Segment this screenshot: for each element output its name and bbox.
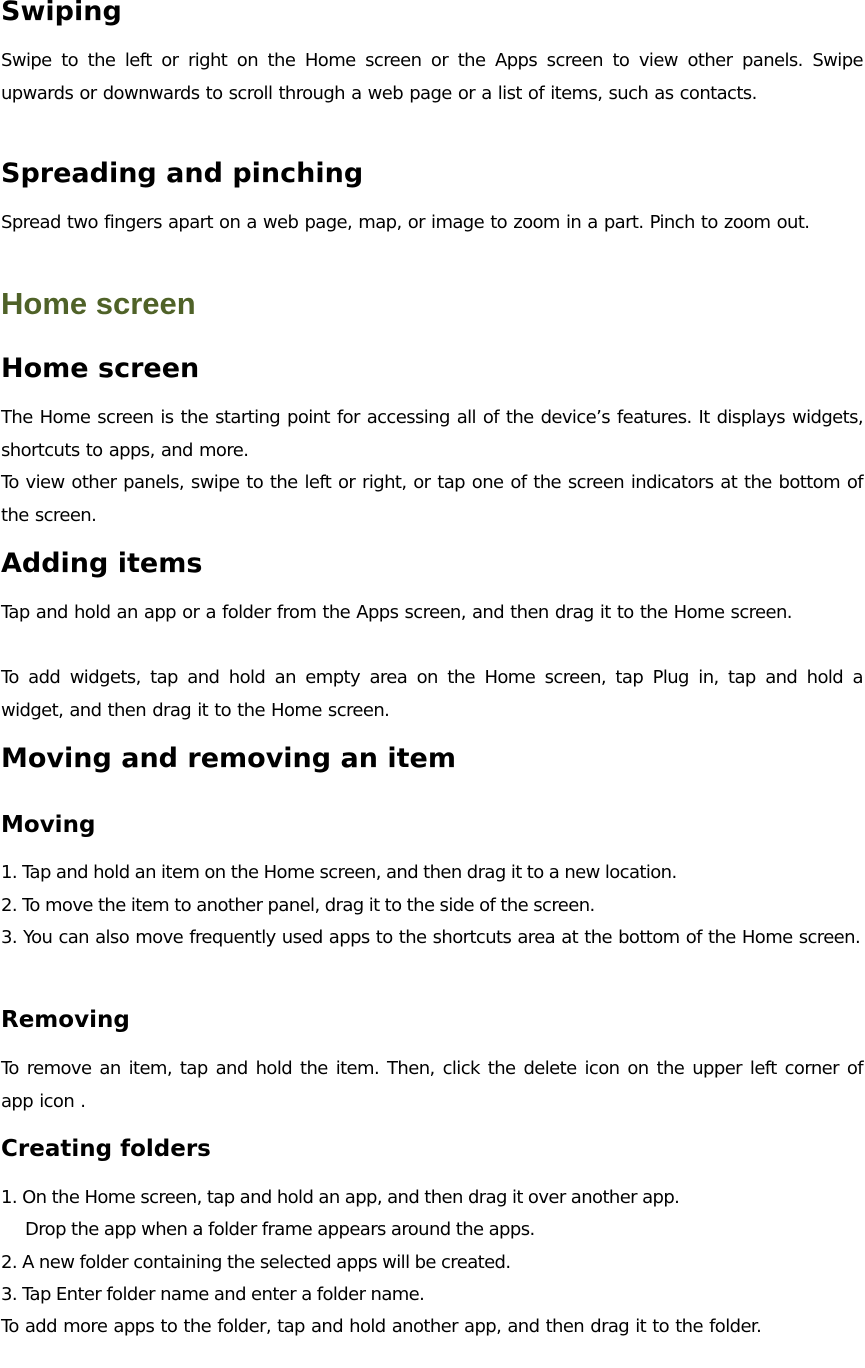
paragraph-removing: To remove an item, tap and hold the item. Then, click the delete icon on the upper left corner of app icon . [1, 1058, 863, 1112]
moving-step-3: 3. You can also move frequently used apps to the shortcuts area at the bottom of the Home screen. [1, 927, 861, 948]
paragraph-adding-more-apps: To add more apps to the folder, tap and hold another app, and then drag it to the folder. [1, 1316, 762, 1337]
paragraph-spreading-pinching: Spread two fingers apart on a web page, map, or image to zoom in a part. Pinch to zoom out. [1, 212, 810, 233]
paragraph-swiping: Swipe to the left or right on the Home screen or the Apps screen to view other panels. Swipe upwards or downwards to scroll through a web page or a list of items, such as contacts. [1, 50, 863, 104]
paragraph-home-screen-panels: To view other panels, swipe to the left or right, or tap one of the screen indicators at the bottom of the screen. [1, 472, 863, 526]
folders-step-1: 1. On the Home screen, tap and hold an app, and then drag it over another app. [1, 1187, 680, 1208]
moving-step-1: 1. Tap and hold an item on the Home screen, and then drag it to a new location. [1, 862, 677, 883]
paragraph-adding-apps: Tap and hold an app or a folder from the Apps screen, and then drag it to the Home screen. [1, 602, 792, 623]
subheading-removing: Removing [1, 1007, 130, 1033]
heading-moving-removing: Moving and removing an item [1, 743, 456, 774]
heading-spreading-pinching: Spreading and pinching [1, 158, 364, 189]
paragraph-adding-widgets: To add widgets, tap and hold an empty area on the Home screen, tap Plug in, tap and hold a widget, and then drag it to the Home screen. [1, 667, 863, 721]
heading-swiping: Swiping [1, 0, 122, 27]
folders-step-1-continued: Drop the app when a folder frame appears around the apps. [25, 1219, 535, 1240]
heading-home-screen: Home screen [1, 353, 200, 384]
moving-step-2: 2. To move the item to another panel, drag it to the side of the screen. [1, 895, 595, 916]
heading-adding-items: Adding items [1, 548, 203, 579]
folders-step-3: 3. Tap Enter folder name and enter a folder name. [1, 1284, 425, 1305]
section-title-home-screen: Home screen [1, 286, 196, 321]
subheading-creating-folders: Creating folders [1, 1136, 211, 1162]
paragraph-home-screen-intro: The Home screen is the starting point for accessing all of the device’s features. It displays widgets, shortcuts to apps, and more. [1, 407, 863, 461]
subheading-moving: Moving [1, 812, 96, 838]
folders-step-2: 2. A new folder containing the selected apps will be created. [1, 1252, 511, 1273]
